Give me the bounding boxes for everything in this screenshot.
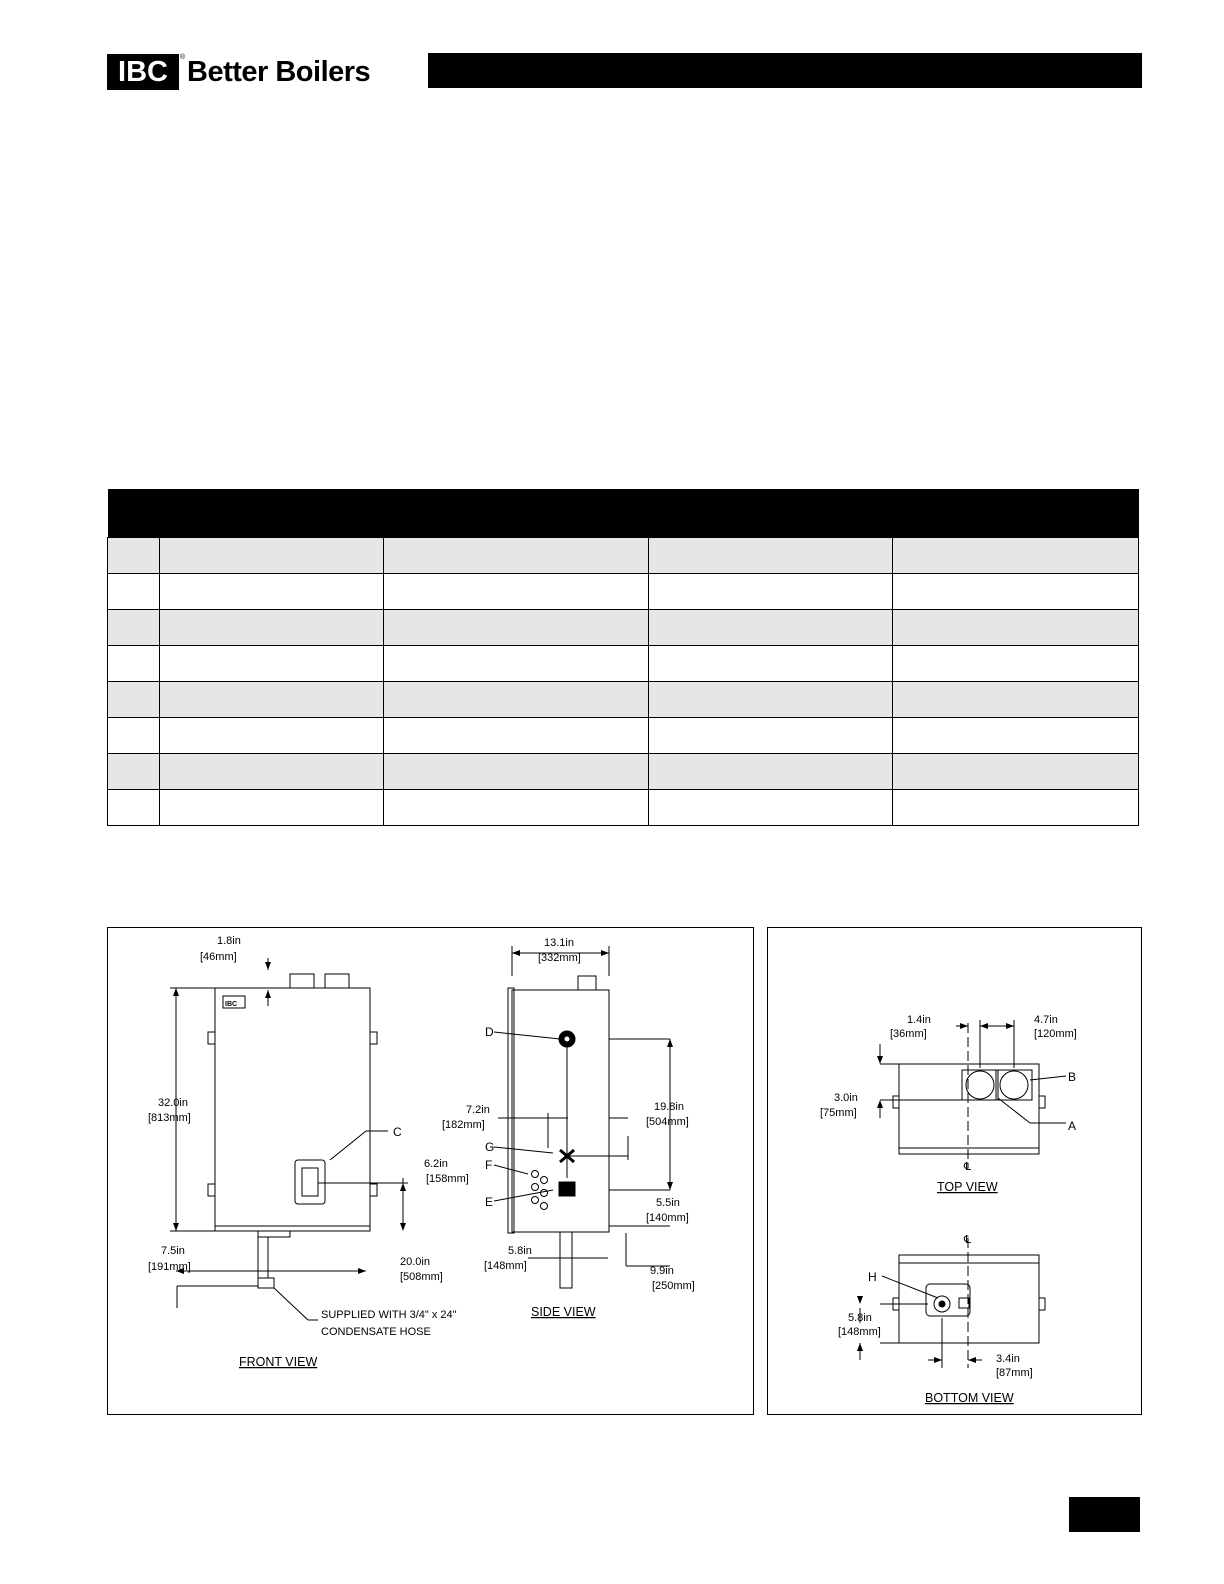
table-row — [108, 754, 1139, 790]
front-dim-c-in: 6.2in — [424, 1158, 448, 1170]
table-row — [108, 574, 1139, 610]
front-dim-c-mm: [158mm] — [426, 1173, 469, 1185]
front-dim-left-mm: [191mm] — [148, 1261, 191, 1273]
front-badge: IBC — [225, 1001, 238, 1008]
front-side-drawing — [108, 928, 753, 1414]
front-dim-height-mm: [813mm] — [148, 1112, 191, 1124]
side-dim-e-in: 5.5in — [656, 1197, 680, 1209]
ibc-logo: IBC — [107, 54, 179, 90]
side-view-title: SIDE VIEW — [531, 1305, 596, 1319]
side-dim-depth-mm: [332mm] — [538, 952, 581, 964]
top-label-b: B — [1068, 1070, 1077, 1084]
brand-text: Better Boilers — [187, 56, 371, 88]
side-label-d: D — [485, 1025, 494, 1039]
front-side-drawing-panel — [107, 927, 754, 1415]
bottom-dim-off-in: 3.4in — [996, 1353, 1020, 1365]
spec-table — [107, 489, 1139, 826]
top-dim-depth-mm: [75mm] — [820, 1107, 857, 1119]
side-label-f: F — [485, 1158, 493, 1172]
table-row — [108, 790, 1139, 826]
bottom-view-title: BOTTOM VIEW — [925, 1391, 1014, 1405]
table-row — [108, 682, 1139, 718]
table-header-row — [108, 489, 1139, 538]
bottom-label-h: H — [868, 1270, 877, 1284]
side-dim-g-mm: [182mm] — [442, 1119, 485, 1131]
side-label-e: E — [485, 1195, 494, 1209]
table-row — [108, 538, 1139, 574]
side-dim-bottom-in: 5.8in — [508, 1245, 532, 1257]
front-dim-height-in: 32.0in — [158, 1097, 188, 1109]
side-dim-hose-in: 9.9in — [650, 1265, 674, 1277]
front-dim-top-in: 1.8in — [217, 935, 241, 947]
page-number-box — [1069, 1497, 1140, 1532]
bottom-dim-off-mm: [87mm] — [996, 1367, 1033, 1379]
top-centerline: ℄ — [964, 1161, 972, 1173]
top-bottom-drawing-panel — [767, 927, 1142, 1415]
top-bottom-drawing — [768, 928, 1141, 1414]
top-dim-b-mm: [120mm] — [1034, 1028, 1077, 1040]
registered-mark: ® — [180, 54, 186, 61]
front-label-c: C — [393, 1125, 402, 1139]
side-dim-depth-in: 13.1in — [544, 937, 574, 949]
top-dim-b-in: 4.7in — [1034, 1014, 1058, 1026]
side-dim-e-mm: [140mm] — [646, 1212, 689, 1224]
bottom-centerline: ℄ — [964, 1234, 972, 1246]
side-dim-bottom-mm: [148mm] — [484, 1260, 527, 1272]
side-label-g: G — [485, 1140, 495, 1154]
bottom-dim-h-in: 5.8in — [848, 1312, 872, 1324]
hose-note-line2: CONDENSATE HOSE — [321, 1326, 431, 1338]
header-title-bar — [428, 53, 1142, 88]
top-view-title: TOP VIEW — [937, 1180, 998, 1194]
front-dim-width-mm: [508mm] — [400, 1271, 443, 1283]
table-row — [108, 718, 1139, 754]
front-dim-width-in: 20.0in — [400, 1256, 430, 1268]
side-dim-d-in: 19.8in — [654, 1101, 684, 1113]
side-dim-d-mm: [504mm] — [646, 1116, 689, 1128]
front-dim-left-in: 7.5in — [161, 1245, 185, 1257]
front-view-title: FRONT VIEW — [239, 1355, 318, 1369]
top-dim-a-in: 1.4in — [907, 1014, 931, 1026]
hose-note-line1: SUPPLIED WITH 3/4" x 24" — [321, 1309, 457, 1321]
side-dim-hose-mm: [250mm] — [652, 1280, 695, 1292]
top-view-body — [899, 1064, 1039, 1154]
table-row — [108, 610, 1139, 646]
top-label-a: A — [1068, 1119, 1077, 1133]
table-row — [108, 646, 1139, 682]
front-body — [215, 988, 370, 1231]
bottom-dim-h-mm: [148mm] — [838, 1326, 881, 1338]
top-dim-depth-in: 3.0in — [834, 1092, 858, 1104]
front-dim-top-mm: [46mm] — [200, 951, 237, 963]
side-dim-g-in: 7.2in — [466, 1104, 490, 1116]
top-dim-a-mm: [36mm] — [890, 1028, 927, 1040]
